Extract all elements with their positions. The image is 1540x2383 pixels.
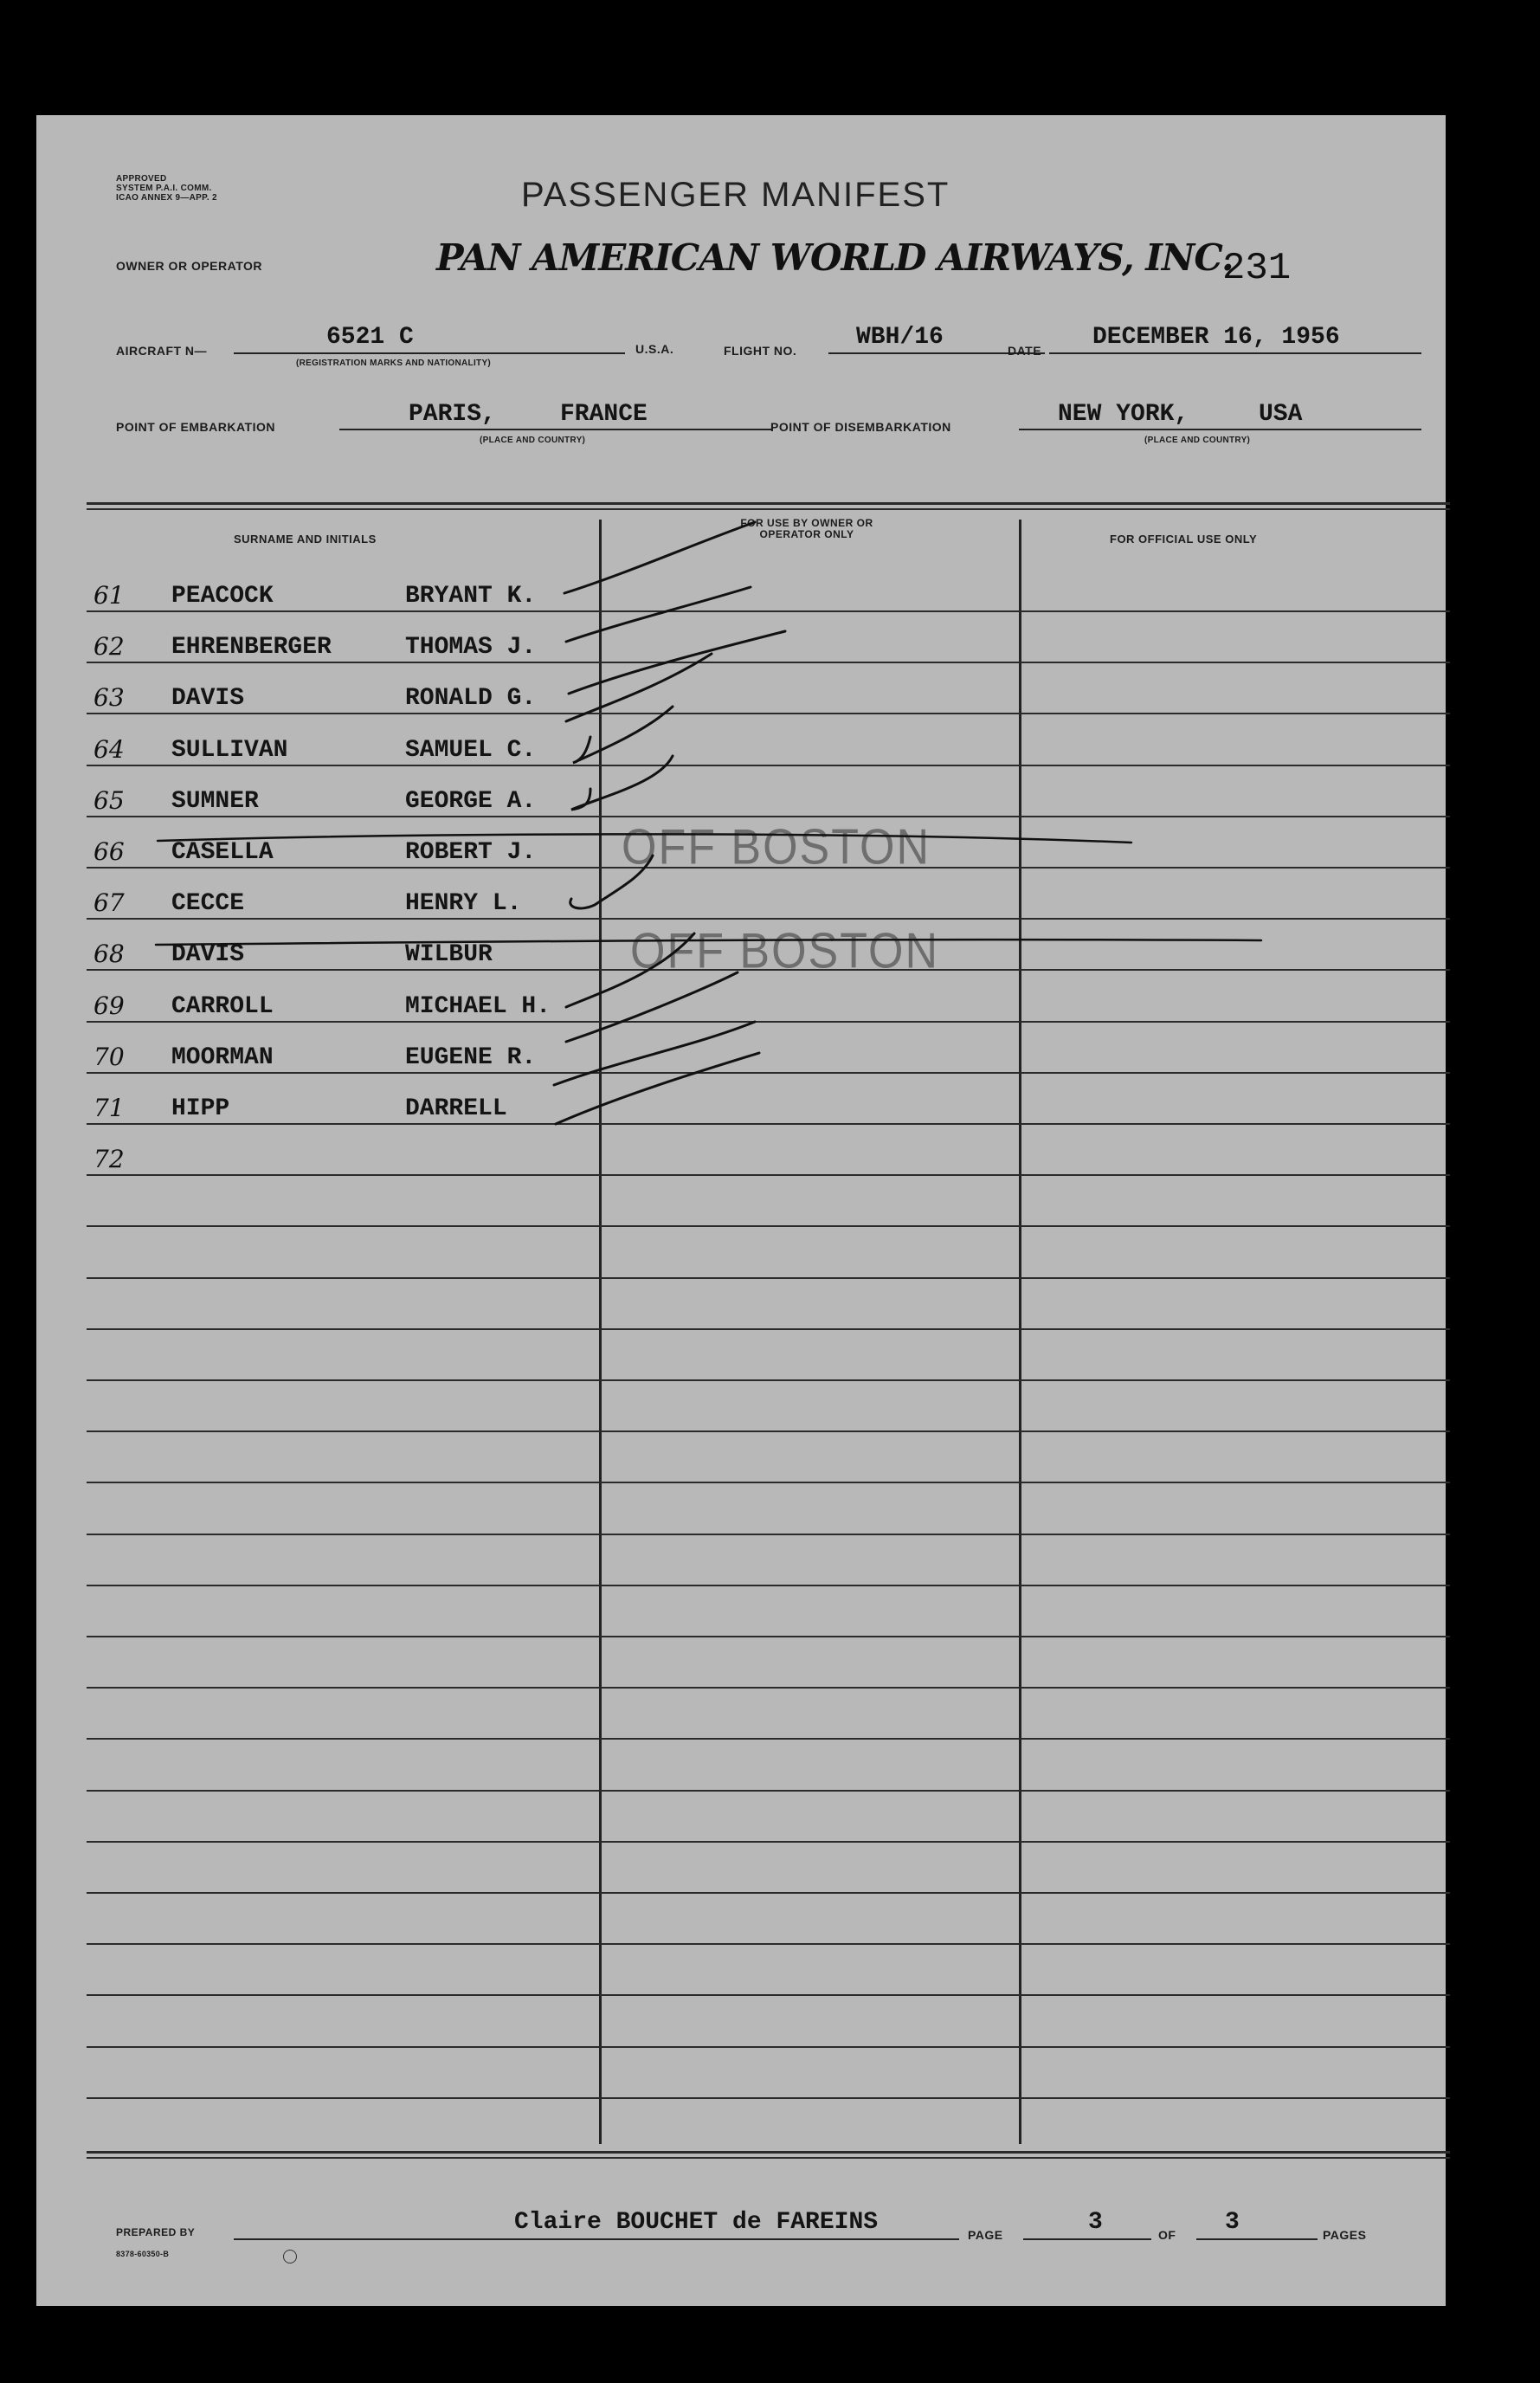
passenger-given: MICHAEL H. — [405, 993, 551, 1020]
passenger-surname: HIPP — [171, 1095, 230, 1122]
passenger-surname: SULLIVAN — [171, 737, 288, 764]
sheet-number: 231 — [1222, 247, 1292, 290]
aircraft-label: AIRCRAFT N— — [116, 344, 208, 358]
check-mark — [566, 933, 694, 1007]
col-header-names: SURNAME AND INITIALS — [234, 533, 377, 546]
pages-label: PAGES — [1323, 2228, 1367, 2242]
flight-date: DECEMBER 16, 1956 — [1092, 324, 1340, 351]
date-label: DATE — [1008, 344, 1042, 358]
row-number: 68 — [93, 940, 125, 968]
row-number: 61 — [93, 581, 125, 610]
passenger-surname: EHRENBERGER — [171, 634, 332, 661]
aircraft-value: 6521 C — [326, 324, 414, 351]
flight-label: FLIGHT NO. — [724, 344, 797, 358]
off-boston-stamp: OFF BOSTON — [630, 924, 940, 979]
passenger-given: THOMAS J. — [405, 634, 537, 661]
owner-label: OWNER OR OPERATOR — [116, 259, 262, 273]
passenger-given: RONALD G. — [405, 685, 537, 712]
manifest-sheet — [36, 115, 1446, 2306]
passenger-surname: DAVIS — [171, 941, 245, 968]
check-mark — [570, 856, 653, 908]
row-number: 65 — [93, 786, 125, 815]
registration-caption: (REGISTRATION MARKS AND NATIONALITY) — [296, 358, 492, 368]
approved-line: ICAO ANNEX 9—APP. 2 — [116, 193, 217, 203]
embark-label: POINT OF EMBARKATION — [116, 420, 275, 434]
check-mark — [554, 1022, 755, 1085]
passenger-given: EUGENE R. — [405, 1044, 537, 1071]
approved-line: SYSTEM P.A.I. COMM. — [116, 184, 212, 193]
passenger-surname: DAVIS — [171, 685, 245, 712]
page-total: 3 — [1225, 2209, 1240, 2236]
of-label: OF — [1158, 2228, 1176, 2242]
passenger-given: ROBERT J. — [405, 839, 537, 866]
disembark-caption: (PLACE AND COUNTRY) — [1144, 436, 1251, 445]
passenger-surname: CARROLL — [171, 993, 274, 1020]
passenger-given: HENRY L. — [405, 890, 522, 917]
row-number: 64 — [93, 735, 125, 764]
strike-line — [156, 940, 1261, 945]
passenger-surname: MOORMAN — [171, 1044, 274, 1071]
passenger-given: GEORGE A. — [405, 788, 537, 815]
col-header-owner: FOR USE BY OWNER OR OPERATOR ONLY — [740, 517, 873, 540]
embark-city: PARIS, — [409, 401, 496, 428]
prepared-label: PREPARED BY — [116, 2226, 196, 2238]
union-label-mark — [283, 2250, 297, 2264]
row-number: 70 — [93, 1043, 125, 1071]
flight-number: WBH/16 — [856, 324, 944, 351]
check-mark — [571, 756, 673, 810]
passenger-surname: CECCE — [171, 890, 245, 917]
page-number: 3 — [1088, 2209, 1103, 2236]
check-mark — [566, 587, 751, 642]
passenger-given: SAMUEL C. — [405, 737, 537, 764]
strike-line — [158, 834, 1131, 843]
row-number: 69 — [93, 991, 125, 1020]
page-title: PASSENGER MANIFEST — [521, 176, 950, 214]
form-code: 8378-60350-B — [116, 2250, 170, 2258]
check-mark — [573, 707, 673, 763]
handwritten-marks — [36, 115, 1446, 2306]
embark-caption: (PLACE AND COUNTRY) — [480, 436, 586, 445]
disembark-country: USA — [1259, 401, 1303, 428]
off-boston-stamp: OFF BOSTON — [622, 820, 931, 875]
col-header-official: FOR OFFICIAL USE ONLY — [1110, 533, 1258, 546]
embark-country: FRANCE — [560, 401, 648, 428]
passenger-surname: SUMNER — [171, 788, 259, 815]
passenger-surname: PEACOCK — [171, 583, 274, 610]
passenger-given: DARRELL — [405, 1095, 507, 1122]
prepared-by: Claire BOUCHET de FAREINS — [514, 2209, 879, 2236]
row-number: 66 — [93, 837, 125, 866]
passenger-surname: CASELLA — [171, 839, 274, 866]
check-mark — [564, 522, 755, 593]
disembark-city: NEW YORK, — [1058, 401, 1189, 428]
row-number: 62 — [93, 632, 125, 661]
page-label: PAGE — [968, 2228, 1003, 2242]
approved-line: APPROVED — [116, 174, 167, 184]
row-number: 63 — [93, 683, 125, 712]
check-mark — [566, 972, 738, 1042]
passenger-given: WILBUR — [405, 941, 493, 968]
row-number: 67 — [93, 888, 125, 917]
passenger-given: BRYANT K. — [405, 583, 537, 610]
row-number: 72 — [93, 1145, 125, 1173]
check-mark — [569, 631, 785, 694]
operator-name: PAN AMERICAN WORLD AIRWAYS, INC. — [436, 236, 1234, 279]
usa-label: U.S.A. — [635, 342, 674, 356]
row-number: 71 — [93, 1094, 125, 1122]
disembark-label: POINT OF DISEMBARKATION — [770, 420, 951, 434]
check-mark — [556, 1053, 759, 1124]
